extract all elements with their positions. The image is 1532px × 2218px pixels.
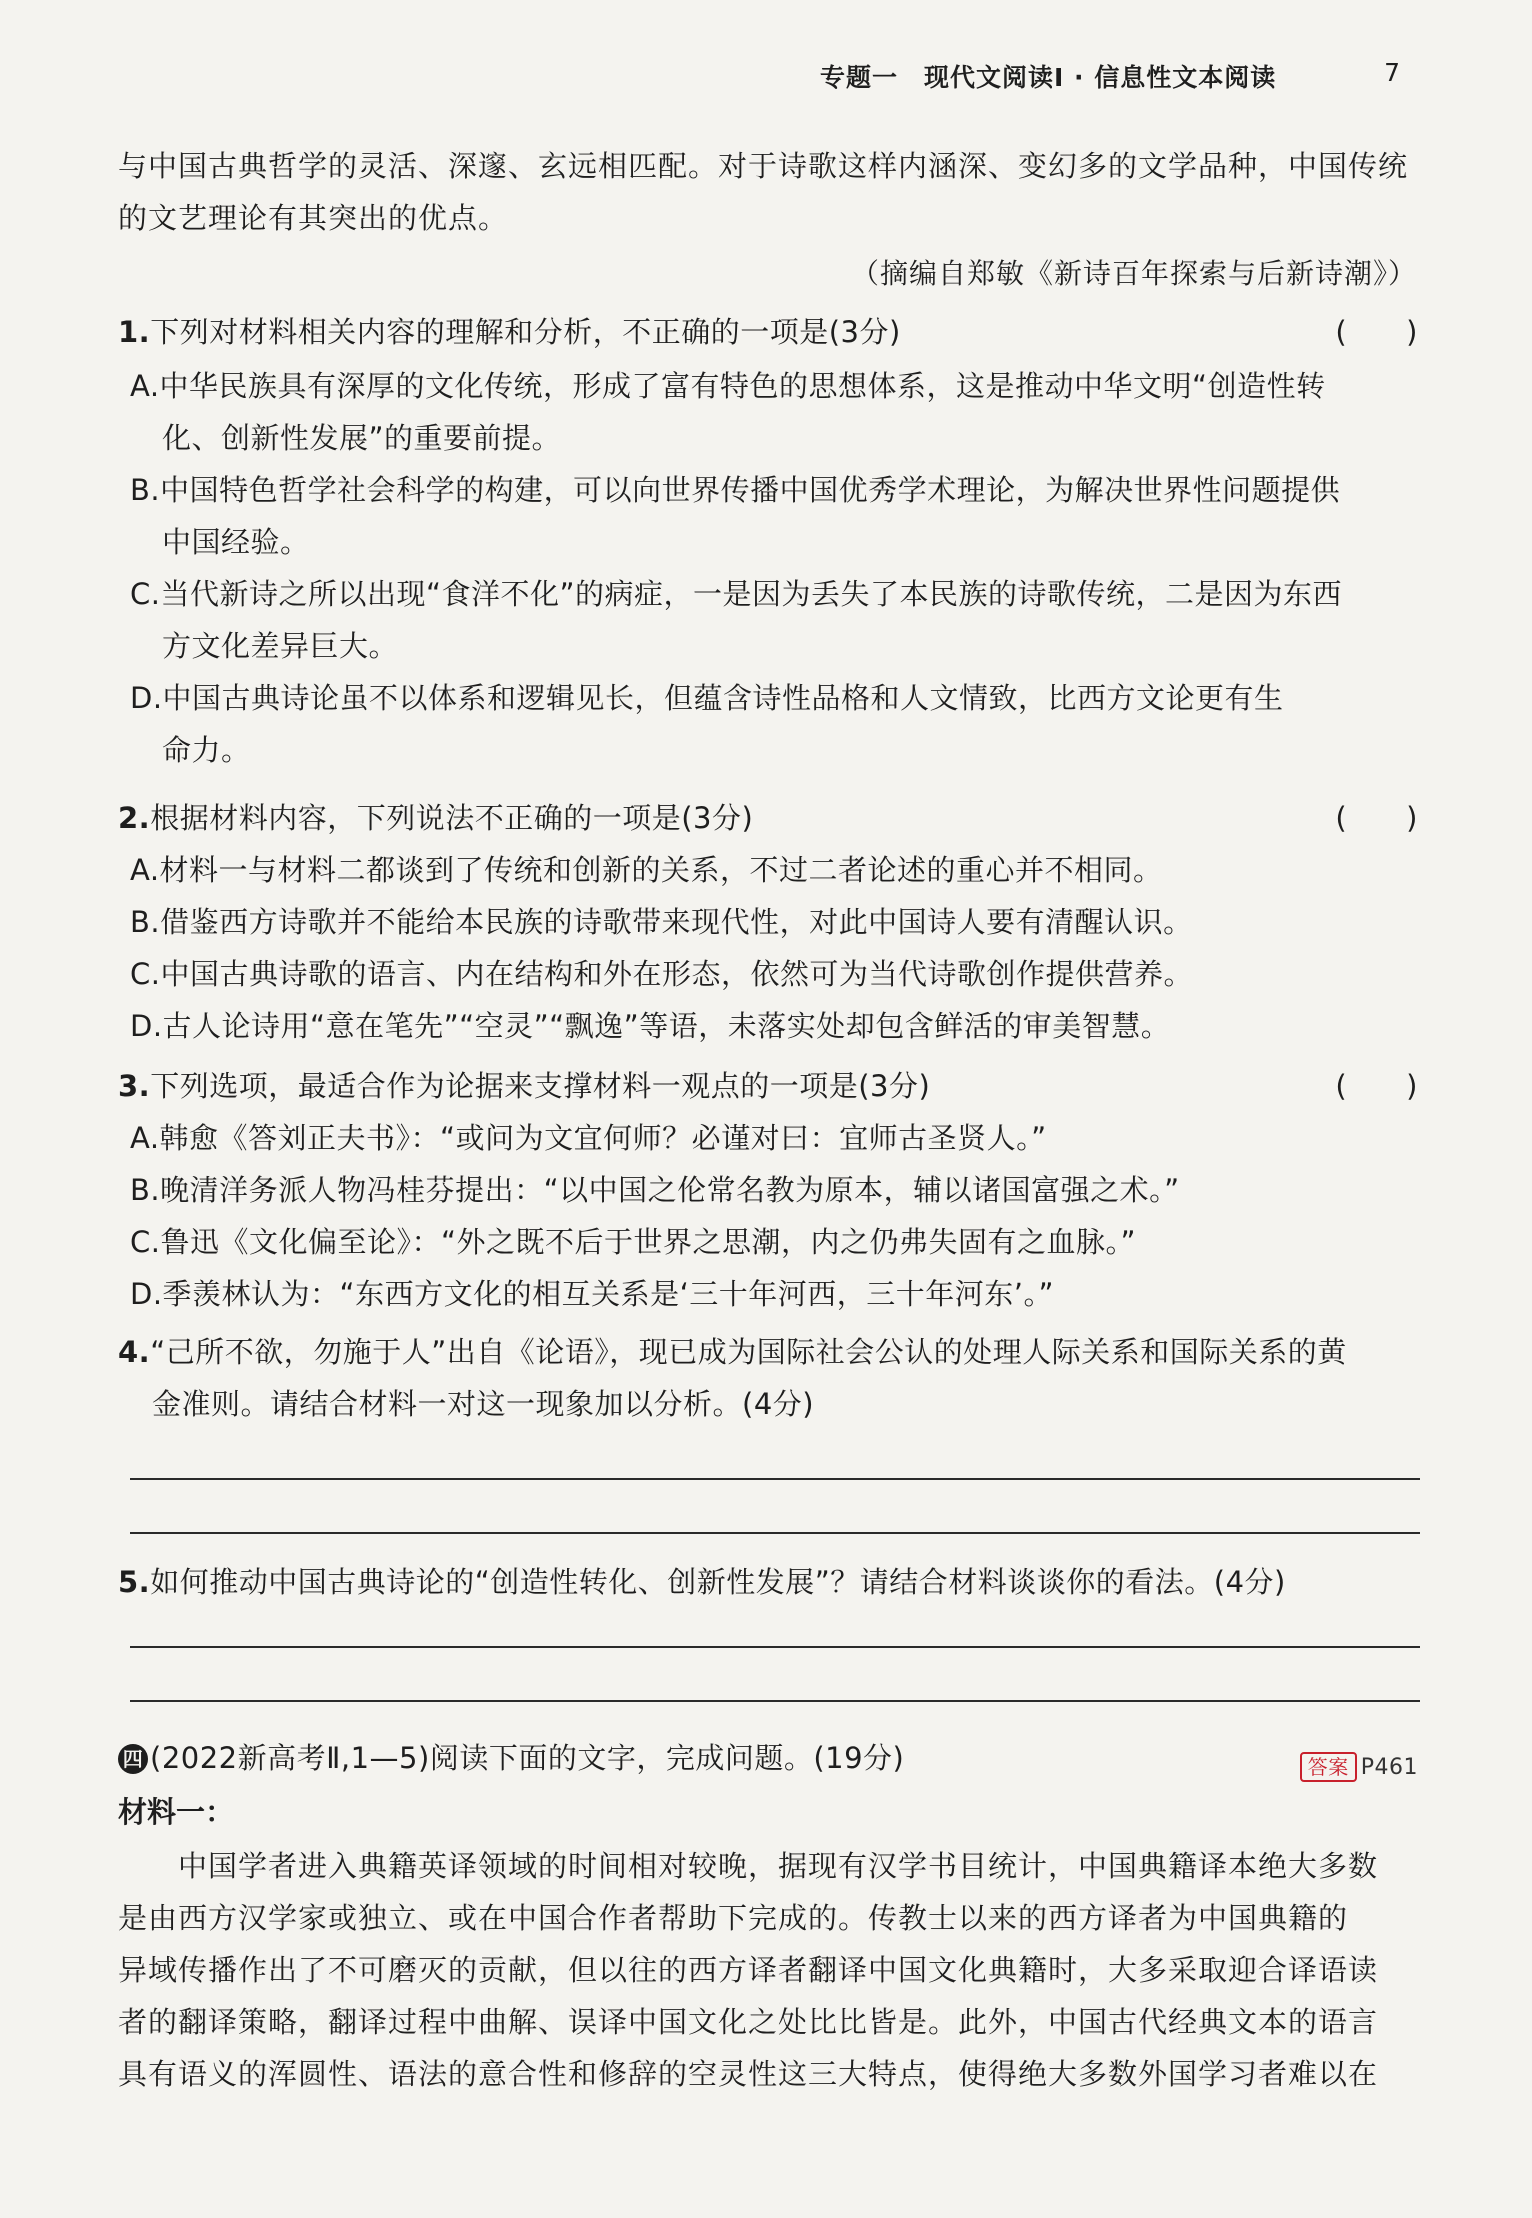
option-b: B.晚清洋务派人物冯桂芬提出：“以中国之伦常名教为原本，辅以诸国富强之术。” <box>130 1173 1180 1207</box>
answer-parentheses: ( ) <box>1335 1069 1418 1103</box>
option-d-cont: 命力。 <box>162 733 251 767</box>
paragraph-line: 者的翻译策略，翻译过程中曲解、误译中国文化之处比比皆是。此外，中国古代经典文本的语言 <box>118 2005 1379 2039</box>
material-paragraph <box>118 1840 1418 2100</box>
option-b-cont: 中国经验。 <box>162 525 310 559</box>
section-4-heading <box>118 1732 1418 1784</box>
answer-writing-line[interactable] <box>130 1646 1420 1648</box>
question-3 <box>118 1060 1418 1112</box>
page-header <box>820 58 1400 98</box>
question-1-options <box>130 360 1420 776</box>
answer-parentheses: ( ) <box>1335 315 1418 349</box>
question-2-options <box>130 844 1420 1052</box>
header-title: 专题一 现代文阅读Ⅰ · 信息性文本阅读 <box>820 63 1277 92</box>
intro-line: 与中国古典哲学的灵活、深邃、玄远相匹配。对于诗歌这样内涵深、变幻多的文学品种，中国传统 <box>118 149 1409 183</box>
question-stem: 下列对材料相关内容的理解和分析，不正确的一项是(3分) <box>150 315 901 349</box>
answer-parentheses: ( ) <box>1335 801 1418 835</box>
intro-line: 的文艺理论有其突出的优点。 <box>118 201 509 235</box>
question-2 <box>118 792 1418 844</box>
question-number: 1. <box>118 315 151 349</box>
option-b: B.中国特色哲学社会科学的构建，可以向世界传播中国优秀学术理论，为解决世界性问题提供 <box>130 473 1341 507</box>
question-stem-cont: 金准则。请结合材料一对这一现象加以分析。(4分) <box>152 1387 815 1421</box>
question-5 <box>118 1556 1418 1608</box>
option-a-cont: 化、创新性发展”的重要前提。 <box>162 421 562 455</box>
paragraph-line: 是由西方汉学家或独立、或在中国合作者帮助下完成的。传教士以来的西方译者为中国典籍的 <box>118 1901 1349 1935</box>
question-stem: 下列选项，最适合作为论据来支撑材料一观点的一项是(3分) <box>150 1069 931 1103</box>
paragraph-line: 具有语义的浑圆性、语法的意合性和修辞的空灵性这三大特点，使得绝大多数外国学习者难以在 <box>118 2057 1379 2091</box>
option-c: C.鲁迅《文化偏至论》：“外之既不后于世界之思潮，内之仍弗失固有之血脉。” <box>130 1225 1137 1259</box>
page-number: 7 <box>1384 58 1400 87</box>
question-number: 5. <box>118 1565 151 1599</box>
intro-paragraph <box>118 140 1418 244</box>
option-c: C.中国古典诗歌的语言、内在结构和外在形态，依然可为当代诗歌创作提供营养。 <box>130 957 1193 991</box>
answer-page: P461 <box>1360 1755 1418 1780</box>
question-stem: “己所不欲，勿施于人”出自《论语》，现已成为国际社会公认的处理人际关系和国际关系的黄 <box>150 1335 1347 1369</box>
option-d: D.季羡林认为：“东西方文化的相互关系是‘三十年河西，三十年河东’。” <box>130 1277 1055 1311</box>
paragraph-line: 异域传播作出了不可磨灭的贡献，但以往的西方译者翻译中国文化典籍时，大多采取迎合译语读 <box>118 1953 1379 1987</box>
option-d: D.中国古典诗论虽不以体系和逻辑见长，但蕴含诗性品格和人文情致，比西方文论更有生 <box>130 681 1284 715</box>
answer-writing-line[interactable] <box>130 1700 1420 1702</box>
question-number: 3. <box>118 1069 151 1103</box>
option-a: A.材料一与材料二都谈到了传统和创新的关系，不过二者论述的重心并不相同。 <box>130 853 1163 887</box>
option-c: C.当代新诗之所以出现“食洋不化”的病症，一是因为丢失了本民族的诗歌传统，二是因为东西 <box>130 577 1343 611</box>
question-1 <box>118 306 1418 358</box>
option-c-cont: 方文化差异巨大。 <box>162 629 399 663</box>
question-number: 4. <box>118 1335 151 1369</box>
question-3-options <box>130 1112 1420 1320</box>
section-number-badge: 四 <box>118 1744 148 1774</box>
answer-writing-line[interactable] <box>130 1532 1420 1534</box>
section-heading-text: (2022新高考Ⅱ,1—5)阅读下面的文字，完成问题。(19分) <box>150 1741 905 1775</box>
option-a: A.韩愈《答刘正夫书》：“或问为文宜何师？必谨对曰：宜师古圣贤人。” <box>130 1121 1047 1155</box>
option-b: B.借鉴西方诗歌并不能给本民族的诗歌带来现代性，对此中国诗人要有清醒认识。 <box>130 905 1193 939</box>
question-4 <box>118 1326 1418 1430</box>
paragraph-line: 中国学者进入典籍英译领域的时间相对较晚，据现有汉学书目统计，中国典籍译本绝大多数 <box>178 1849 1379 1883</box>
question-stem: 根据材料内容，下列说法不正确的一项是(3分) <box>150 801 754 835</box>
material-label: 材料一： <box>118 1795 235 1829</box>
source-citation: （摘编自郑敏《新诗百年探索与后新诗潮》） <box>850 257 1417 290</box>
answer-tag: 答案 <box>1300 1752 1357 1782</box>
question-number: 2. <box>118 801 151 835</box>
option-a: A.中华民族具有深厚的文化传统，形成了富有特色的思想体系，这是推动中华文明“创造性转 <box>130 369 1326 403</box>
question-stem: 如何推动中国古典诗论的“创造性转化、创新性发展”？请结合材料谈谈你的看法。(4分) <box>150 1565 1286 1599</box>
answer-reference[interactable] <box>1300 1742 1418 1794</box>
option-d: D.古人论诗用“意在笔先”“空灵”“飘逸”等语，未落实处却包含鲜活的审美智慧。 <box>130 1009 1171 1043</box>
answer-writing-line[interactable] <box>130 1478 1420 1480</box>
